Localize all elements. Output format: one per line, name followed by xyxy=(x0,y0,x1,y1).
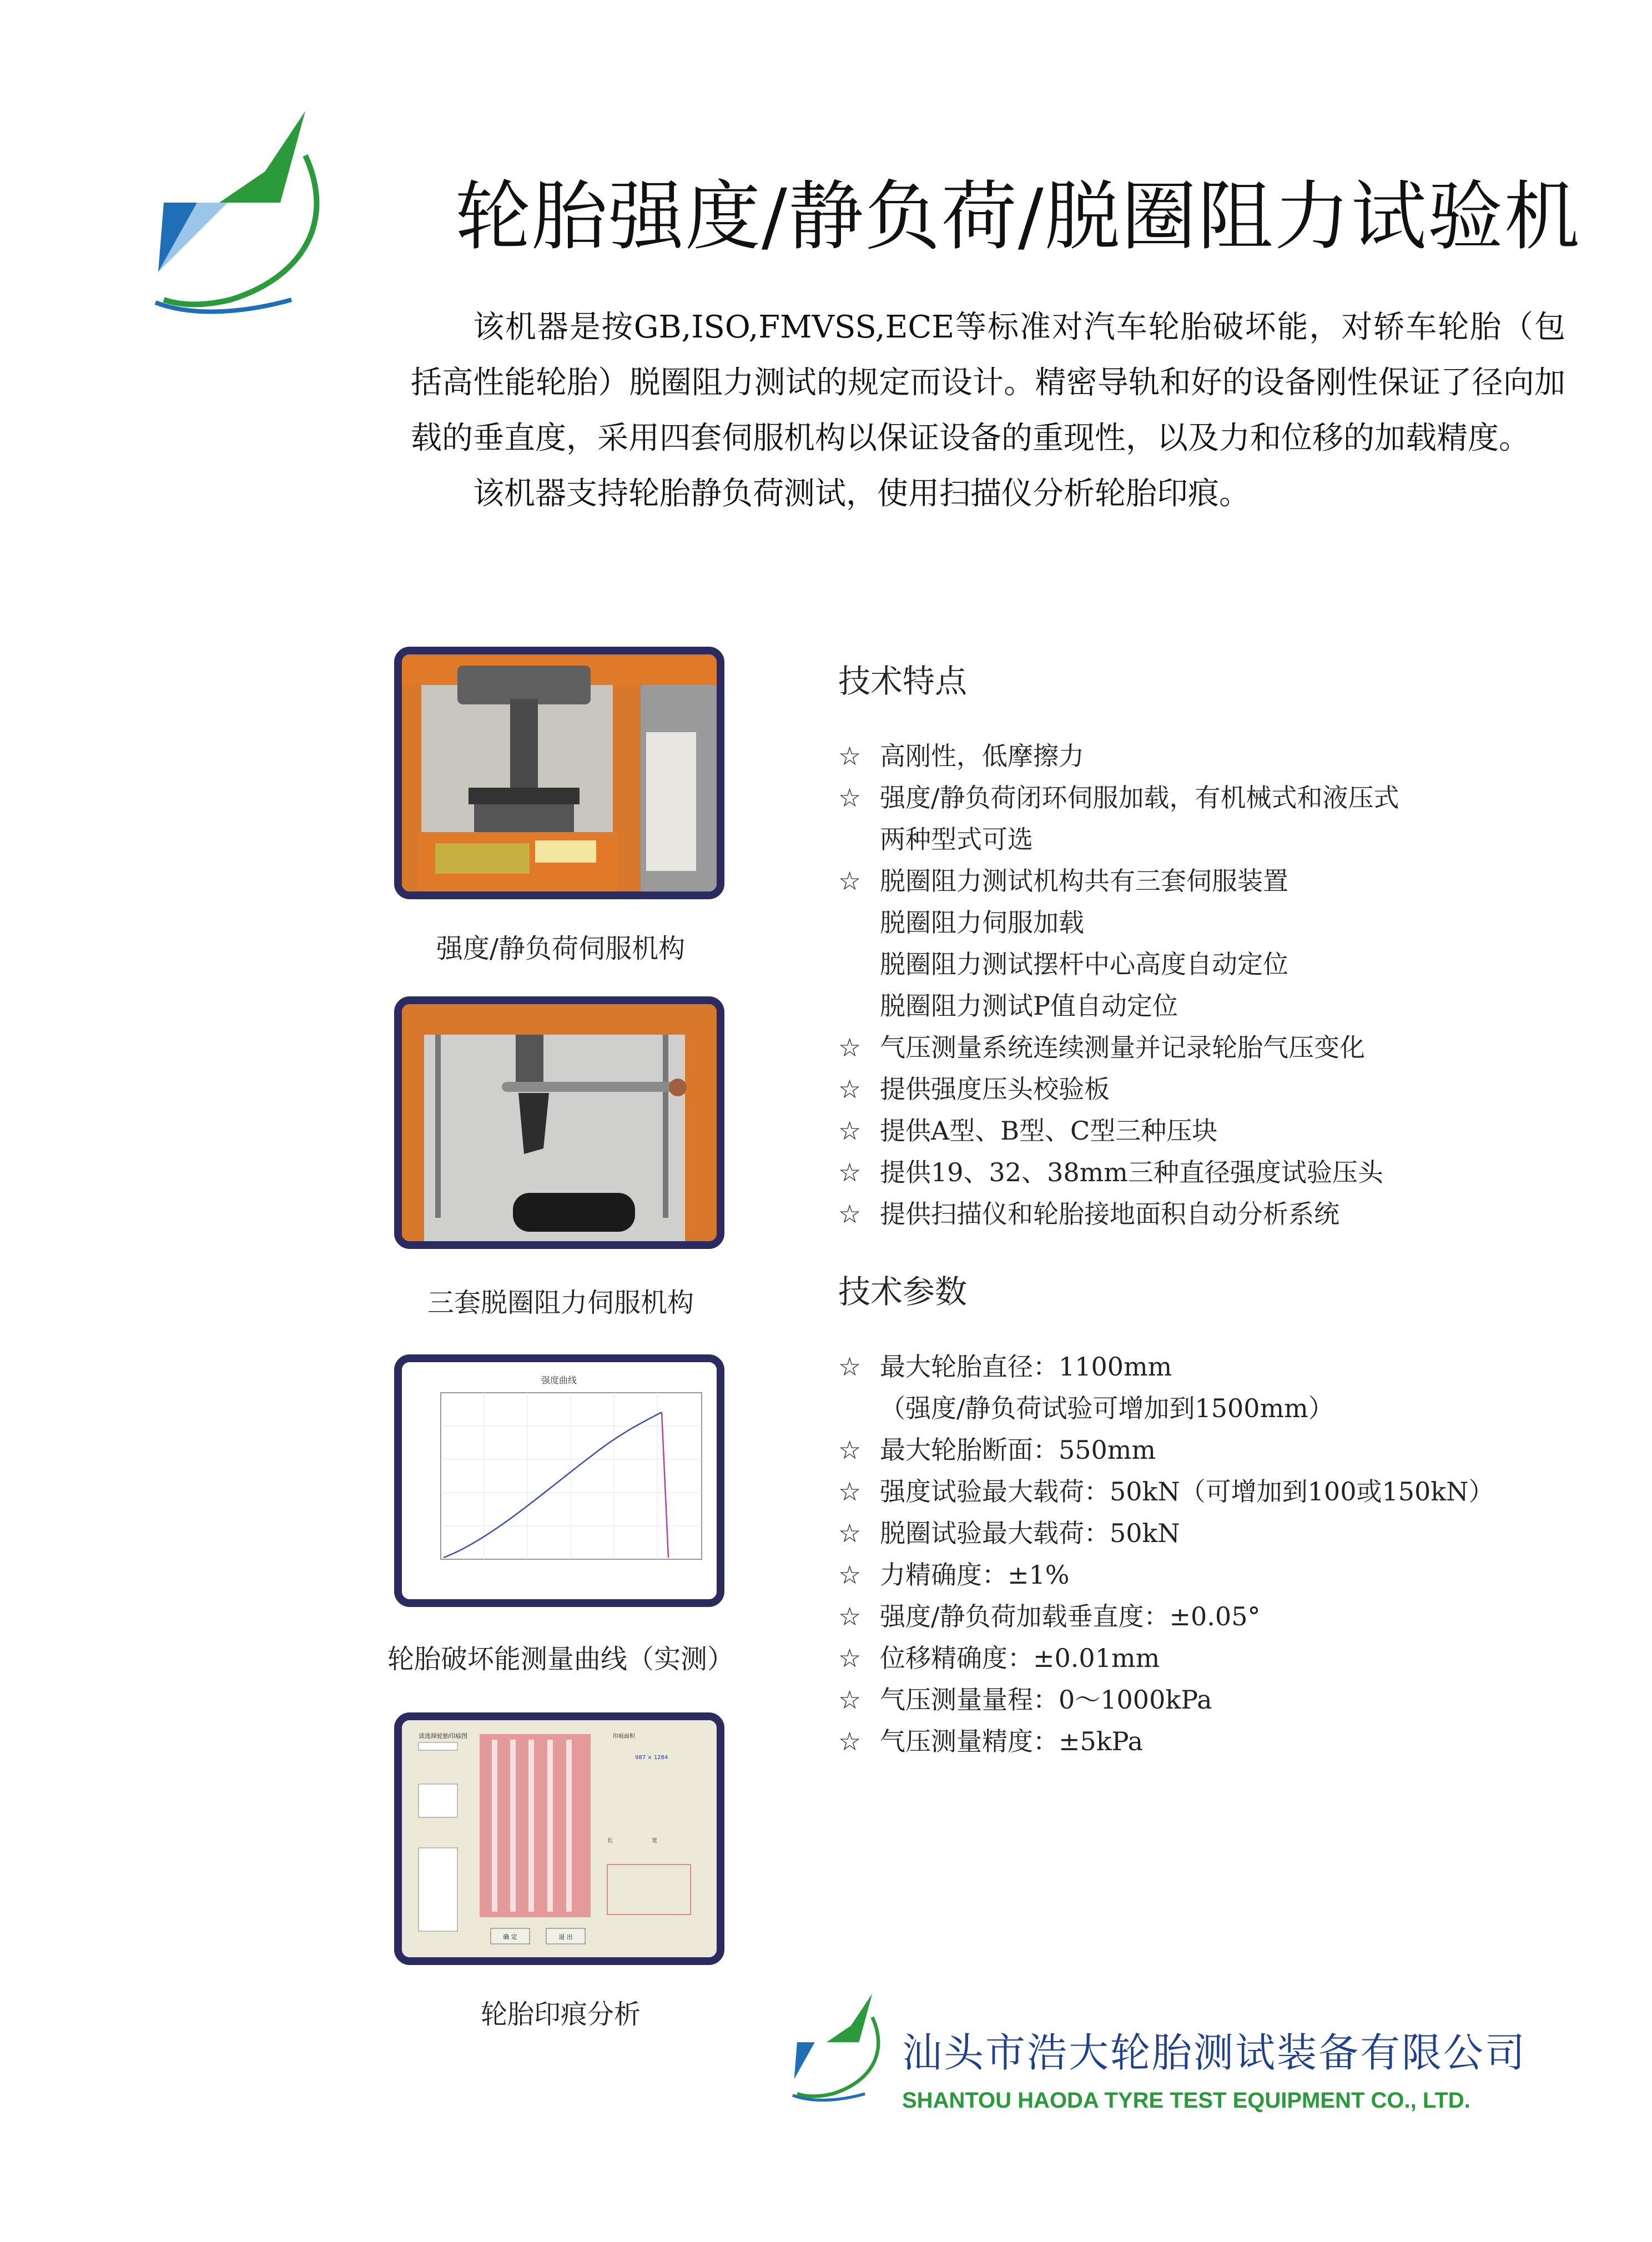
machine-photo xyxy=(402,1004,717,1241)
feature-item: ☆ 高刚性，低摩擦力 xyxy=(838,735,1577,777)
param-item: ☆ 强度试验最大载荷：50kN（可增加到100或150kN） xyxy=(838,1471,1577,1513)
param-item: ☆ 气压测量精度：±5kPa xyxy=(838,1721,1577,1762)
feature-item: 两种型式可选 xyxy=(880,824,1033,854)
features-title: 技术特点 xyxy=(838,662,968,700)
energy-curve-chart xyxy=(402,1362,717,1599)
intro-text xyxy=(411,300,1565,522)
feature-item: ☆ 提供扫描仪和轮胎接地面积自动分析系统 xyxy=(838,1193,1577,1235)
feature-item: ☆ 脱圈阻力测试机构共有三套伺服装置 xyxy=(838,860,1577,902)
photo-bead-unseat-mechanism xyxy=(394,996,724,1249)
param-item: ☆ 力精确度：±1% xyxy=(838,1554,1577,1596)
photo-energy-curve xyxy=(394,1354,724,1607)
footprint-software-screen xyxy=(402,1720,717,1957)
param-item: ☆ 强度/静负荷加载垂直度：±0.05° xyxy=(838,1596,1577,1638)
feature-item: ☆ 提供A型、B型、C型三种压块 xyxy=(838,1110,1577,1152)
company-logo-small xyxy=(788,1993,883,2109)
page-title: 轮胎强度/静负荷/脱圈阻力试验机 xyxy=(455,173,1581,261)
param-item: ☆ 脱圈试验最大载荷：50kN xyxy=(838,1513,1577,1554)
feature-item: 脱圈阻力测试P值自动定位 xyxy=(880,991,1178,1021)
star-icon: ☆ xyxy=(838,1352,862,1382)
ok-button[interactable] xyxy=(491,1928,530,1944)
caption-energy-curve: 轮胎破坏能测量曲线（实测） xyxy=(387,1644,734,1675)
star-icon: ☆ xyxy=(838,1560,862,1590)
feature-item: ☆ 提供强度压头校验板 xyxy=(838,1069,1577,1110)
photo-strength-mechanism xyxy=(394,647,724,899)
intro-paragraph: 该机器是按GB,ISO,FMVSS,ECE等标准对汽车轮胎破坏能，对轿车轮胎（包括高性能轮胎）脱圈阻力测试的规定而设计。精密导轨和好的设备刚性保证了径向加载的垂直度，采用四套伺服机构以保证设备的重现性，以及力和位移的加载精度。 xyxy=(411,309,1565,456)
params-title: 技术参数 xyxy=(838,1273,968,1311)
exit-button-label: 退 出 xyxy=(558,1933,573,1941)
param-item: ☆ 最大轮胎断面：550mm xyxy=(838,1429,1577,1471)
size-text: 987 × 1284 xyxy=(635,1755,668,1761)
star-icon: ☆ xyxy=(838,1477,862,1507)
param-item: ☆ 位移精确度：±0.01mm xyxy=(838,1638,1577,1679)
caption-bead-unseat: 三套脱圈阻力伺服机构 xyxy=(427,1287,694,1318)
company-name-en: SHANTOU HAODA TYRE TEST EQUIPMENT CO., LTD. xyxy=(902,2088,1470,2113)
features-list xyxy=(838,735,1577,1235)
star-icon: ☆ xyxy=(838,1643,862,1673)
company-logo xyxy=(147,111,325,328)
star-icon: ☆ xyxy=(838,783,862,813)
star-icon: ☆ xyxy=(838,1685,862,1715)
ok-button-label: 确 定 xyxy=(503,1933,517,1941)
param-item: （强度/静负荷试验可增加到1500mm） xyxy=(880,1393,1334,1423)
photo-footprint-software xyxy=(394,1712,724,1965)
star-icon: ☆ xyxy=(838,1032,862,1062)
area-label: 印痕面积 xyxy=(613,1734,635,1740)
chart-title: 强度曲线 xyxy=(541,1375,577,1385)
star-icon: ☆ xyxy=(838,1157,862,1187)
exit-button[interactable] xyxy=(546,1928,585,1944)
param-item: ☆ 最大轮胎直径：1100mm xyxy=(838,1346,1577,1388)
star-icon: ☆ xyxy=(838,1518,862,1548)
star-icon: ☆ xyxy=(838,1199,862,1229)
star-icon: ☆ xyxy=(838,741,862,771)
star-icon: ☆ xyxy=(838,1116,862,1146)
machine-photo xyxy=(402,654,717,891)
caption-strength: 强度/静负荷伺服机构 xyxy=(436,933,686,964)
length-label: 长 xyxy=(607,1838,613,1844)
width-label: 宽 xyxy=(652,1838,657,1844)
star-icon: ☆ xyxy=(838,866,862,896)
star-icon: ☆ xyxy=(838,1726,862,1756)
feature-item: ☆ 强度/静负荷闭环伺服加载，有机械式和液压式 xyxy=(838,777,1577,819)
star-icon: ☆ xyxy=(838,1074,862,1104)
caption-footprint: 轮胎印痕分析 xyxy=(480,1999,641,2030)
star-icon: ☆ xyxy=(838,1435,862,1465)
feature-item: ☆ 气压测量系统连续测量并记录轮胎气压变化 xyxy=(838,1027,1577,1069)
star-icon: ☆ xyxy=(838,1601,862,1631)
param-item: ☆ 气压测量量程：0～1000kPa xyxy=(838,1679,1577,1721)
feature-item: 脱圈阻力测试摆杆中心高度自动定位 xyxy=(880,949,1288,979)
intro-paragraph: 该机器支持轮胎静负荷测试，使用扫描仪分析轮胎印痕。 xyxy=(473,476,1250,512)
feature-item: ☆ 提供19、32、38mm三种直径强度试验压头 xyxy=(838,1152,1577,1193)
params-list xyxy=(838,1346,1577,1762)
feature-item: 脱圈阻力伺服加载 xyxy=(880,908,1084,938)
software-header: 读选择轮胎印痕图 xyxy=(419,1732,467,1740)
company-name-zh: 汕头市浩大轮胎测试装备有限公司 xyxy=(902,2029,1527,2076)
